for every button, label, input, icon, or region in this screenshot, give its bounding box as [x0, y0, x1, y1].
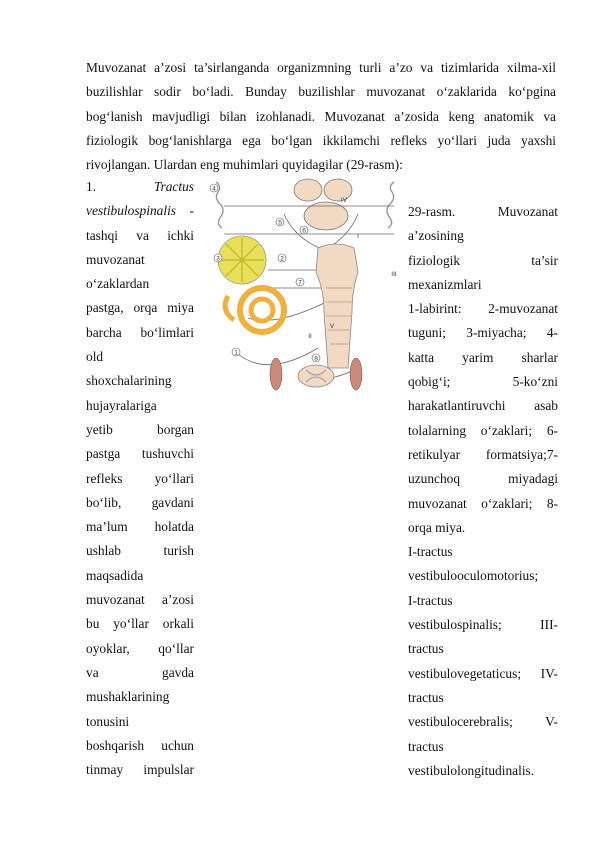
caption-line: [408, 710, 558, 734]
label-2: 2: [280, 255, 284, 263]
caption-word: tractus: [408, 689, 444, 705]
muscle-left: [270, 358, 282, 390]
caption-word: III-: [540, 617, 558, 633]
caption-word: tractus: [408, 738, 444, 754]
left-col-word: borgan: [157, 421, 194, 437]
left-col-word: muvozanat: [86, 251, 145, 267]
label-4: 4: [212, 185, 216, 193]
left-col-word: yo‘llar: [113, 616, 149, 632]
label-1: 1: [234, 349, 238, 357]
left-col-word: tonusini: [86, 713, 130, 729]
left-col-word: shoxchalarining: [86, 373, 172, 389]
left-col-word: tashqi: [86, 227, 118, 243]
caption-line: [408, 686, 558, 710]
left-col-line: [86, 442, 194, 466]
caption-line: [408, 370, 558, 394]
tract-label-I: I: [357, 233, 359, 240]
caption-line: [408, 273, 558, 297]
labyrinth: [225, 288, 284, 332]
left-col-line: [86, 758, 194, 782]
cortex-fold-right: [387, 182, 394, 228]
left-col-word: uchun: [161, 737, 194, 753]
caption-line: [408, 419, 558, 443]
caption-word: I-tractus: [408, 544, 453, 560]
caption-word: Muvozanat: [497, 204, 558, 219]
vestibular-pathways-figure: [208, 178, 404, 392]
left-col-word: tushuvchi: [141, 446, 194, 462]
left-col-word: maqsadida: [86, 567, 144, 583]
left-col-line: [86, 369, 194, 393]
caption-line: [408, 492, 558, 516]
caption-line: [408, 394, 558, 418]
left-col-word: orqa: [133, 300, 158, 316]
caption-word: 29-rasm.: [408, 204, 456, 219]
left-col-word: bu: [86, 616, 100, 632]
left-col-line: [86, 467, 194, 491]
caption-word: asab: [534, 398, 558, 414]
left-col-word: bo‘lib,: [86, 494, 122, 510]
caption-word: a’zosining: [408, 228, 464, 244]
tract-label-II: II: [308, 333, 312, 340]
left-col-line: [86, 588, 194, 612]
caption-word: tuguni;: [408, 325, 446, 341]
caption-line: [408, 200, 558, 224]
caption-line: [408, 637, 558, 661]
caption-word: muvozanat: [408, 495, 467, 511]
left-col-word: va: [136, 227, 149, 243]
left-col-line: [86, 296, 194, 320]
brainstem: [316, 244, 358, 368]
left-col-word: old: [86, 349, 104, 365]
left-col-word: o‘zaklardan: [86, 276, 150, 292]
caption-word: miyadagi: [508, 471, 558, 487]
left-col-word: boshqarish: [86, 737, 145, 753]
caption-word: orqa miya.: [408, 519, 466, 535]
caption-word: sharlar: [521, 349, 558, 365]
tract-label-IV: IV: [340, 197, 348, 204]
left-col-line: [86, 248, 194, 272]
left-col-word: bo‘limlari: [140, 324, 194, 340]
left-col-word: ushlab: [86, 543, 121, 559]
caption-line: [408, 540, 558, 564]
left-col-word: 1.: [86, 179, 97, 194]
caption-word: vestibulocerebralis;: [408, 714, 513, 730]
caption-line: [408, 443, 558, 467]
tract-label-III: III: [391, 271, 397, 278]
caption-word: o‘zaklari;: [480, 422, 533, 438]
left-col-line: [86, 345, 194, 369]
label-6: 6: [302, 227, 306, 235]
caption-word: tractus: [408, 641, 444, 657]
left-col-word: refleks: [86, 470, 123, 486]
left-col-line: [86, 637, 194, 661]
caption-word: fiziologik: [408, 252, 461, 268]
left-col-word: yo‘llari: [154, 470, 194, 486]
label-3: 3: [216, 255, 220, 263]
caption-word: katta: [408, 349, 435, 365]
left-col-line: [86, 710, 194, 734]
left-col-line: [86, 418, 194, 442]
left-col-word: gavda: [162, 664, 194, 680]
caption-line: [408, 516, 558, 540]
left-col-word: yetib: [86, 421, 113, 437]
left-col-word: tinmay: [86, 762, 124, 778]
left-col-word: orkali: [162, 616, 194, 632]
caption-line: [408, 467, 558, 491]
caption-line: [408, 759, 558, 783]
left-col-line: [86, 539, 194, 563]
caption-word: tolalarning: [408, 422, 467, 438]
left-col-line: [86, 515, 194, 539]
left-col-word: qo‘llar: [158, 640, 194, 656]
caption-word: 6-: [546, 422, 558, 438]
caption-word: ta’sir: [531, 252, 558, 268]
caption-word: harakatlantiruvchi: [408, 398, 506, 414]
caption-word: 2-muvozanat: [488, 301, 558, 317]
caption-line: [408, 589, 558, 613]
left-col-word: mushaklarining: [86, 689, 170, 705]
left-col-word: ma’lum: [86, 519, 128, 535]
caption-line: [408, 346, 558, 370]
left-col-word: muvozanat: [86, 592, 145, 608]
caption-line: [408, 662, 558, 686]
caption-line: [408, 735, 558, 759]
caption-word: o‘zaklari;: [481, 495, 533, 511]
right-caption-column: [408, 200, 558, 783]
caption-word: vestibulolongitudinalis.: [408, 762, 535, 778]
left-col-word: hujayralariga: [86, 397, 157, 413]
caption-word: V-: [545, 714, 558, 730]
left-col-line: [86, 491, 194, 515]
left-col-line: [86, 661, 194, 685]
left-col-line: [86, 734, 194, 758]
left-col-line: [86, 199, 194, 223]
caption-word: mexanizmlari: [408, 276, 482, 292]
caption-line: [408, 564, 558, 588]
left-col-word: vestibulospinalis: [86, 203, 177, 219]
caption-word: retikulyar: [408, 446, 461, 462]
left-col-line: [86, 175, 194, 199]
label-5: 5: [278, 219, 282, 227]
caption-line: [408, 297, 558, 321]
left-col-line: [86, 224, 194, 248]
caption-word: yarim: [462, 349, 494, 365]
tract-label-V: V: [329, 323, 335, 330]
left-col-word: ichki: [167, 227, 194, 243]
caption-line: [408, 249, 558, 273]
caption-word: formatsiya;7-: [485, 446, 558, 462]
left-col-word: va: [86, 664, 99, 680]
cerebellum: [218, 236, 266, 284]
left-col-word: impulslar: [143, 762, 194, 778]
caption-word: vestibulovegetaticus;: [408, 665, 522, 681]
left-col-word: oyoklar,: [86, 640, 130, 656]
caption-word: 5-ko‘zni: [512, 374, 558, 390]
left-col-word: pastga: [86, 446, 121, 462]
cortex-ovals: [294, 179, 352, 230]
caption-word: vestibulooculomotorius;: [408, 568, 539, 584]
left-col-line: [86, 272, 194, 296]
left-col-line: [86, 394, 194, 418]
caption-word: I-tractus: [408, 592, 453, 608]
left-col-word: gavdani: [151, 494, 194, 510]
left-col-line: [86, 685, 194, 709]
caption-word: 8-: [546, 495, 558, 511]
caption-line: [408, 224, 558, 248]
left-col-word: barcha: [86, 324, 122, 340]
caption-word: 1-labirint:: [408, 301, 462, 317]
left-col-word: pastga,: [86, 300, 124, 316]
caption-word: 4-: [546, 325, 558, 341]
caption-word: vestibulospinalis;: [408, 617, 502, 633]
left-col-word: a’zosi: [162, 592, 194, 608]
muscle-right: [350, 358, 362, 390]
left-col-word: miya: [167, 300, 194, 316]
caption-line: [408, 613, 558, 637]
caption-word: 3-miyacha;: [466, 325, 527, 341]
label-8: 8: [314, 355, 318, 363]
left-col-word: holatda: [154, 519, 194, 535]
left-col-word: turish: [163, 543, 194, 559]
left-text-column: [86, 175, 194, 782]
left-col-word: -: [189, 203, 194, 219]
intro-paragraph: Muvozanat a’zosi ta’sirlanganda organizmning turli a’zo va tizimlarida xilma-xil buzilishlar sodir bo‘ladi. Bunday buzilishlar muvozanat o‘zaklarida ko‘pgina bog‘lanish mavjudligi bilan izohlanadi. Muvozanat a’zosida keng anatomik va fiziologik bog‘lanishlarga ega bo‘lgan ikkilamchi refleks yo‘llari juda yaxshi rivojlangan. Ulardan eng muhimlari quyidagilar (29-rasm):: [86, 60, 556, 173]
left-col-line: [86, 321, 194, 345]
left-col-line: [86, 612, 194, 636]
caption-word: IV-: [540, 665, 558, 681]
caption-line: [408, 321, 558, 345]
left-col-line: [86, 564, 194, 588]
spinal-cord-section: [298, 365, 334, 387]
label-7: 7: [298, 279, 302, 287]
caption-word: uzunchoq: [408, 471, 461, 487]
caption-word: qobig‘i;: [408, 374, 451, 390]
left-col-word: Tractus: [153, 179, 194, 194]
